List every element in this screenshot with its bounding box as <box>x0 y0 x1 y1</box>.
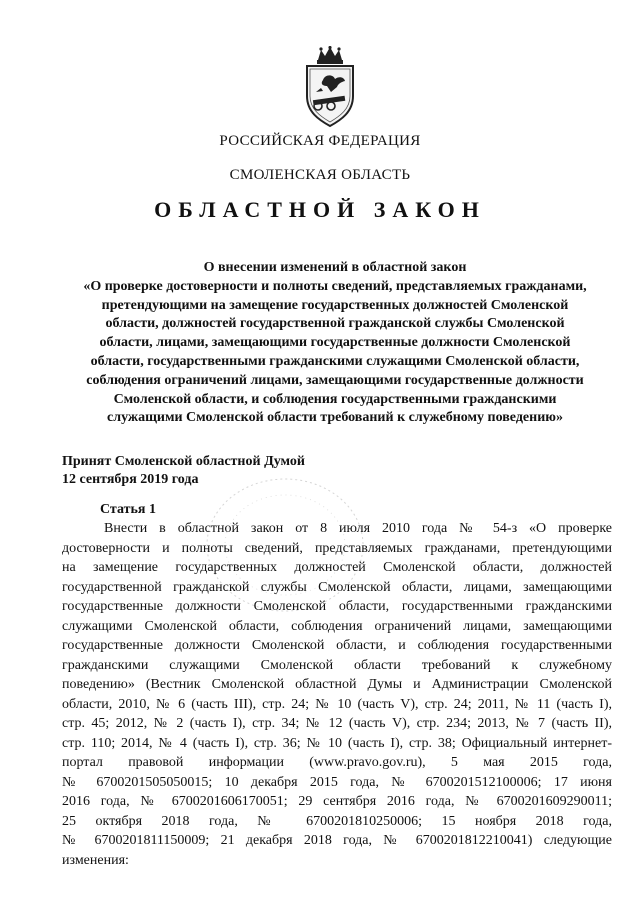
body-line: служащими Смоленской области, соблюдения ограничений лицами, замещающими <box>62 618 612 634</box>
document-type-heading: ОБЛАСТНОЙ ЗАКОН <box>154 197 486 222</box>
region-heading: СМОЛЕНСКАЯ ОБЛАСТЬ <box>229 167 411 183</box>
article-heading: Статья 1 <box>100 502 156 517</box>
title-line: области, государственными гражданскими служащими Смоленской области, <box>90 353 580 369</box>
body-line: стр. 110; 2014, № 4 (часть I), стр. 36; № 10 (часть I), стр. 38; Официальный интернет- <box>62 735 612 751</box>
title-line: области, должностей государственной гражданской службы Смоленской <box>105 316 565 332</box>
title-line: О внесении изменений в областной закон <box>203 260 467 275</box>
adoption-date: 12 сентября 2019 года <box>62 472 199 487</box>
body-line: изменения: <box>62 852 129 868</box>
coat-of-arms-icon <box>301 46 359 128</box>
body-line: государственной гражданской службы Смоленской области, лицами, замещающими <box>62 579 612 595</box>
title-line: «О проверке достоверности и полноты сведений, представляемых гражданами, <box>83 278 587 294</box>
body-line: на замещение государственных должностей Смоленской области, должностей <box>62 560 612 575</box>
body-line: Внести в областной закон от 8 июля 2010 года № 54-з «О проверке <box>104 521 612 536</box>
title-line: служащими Смоленской области требований к служебному поведению» <box>107 410 563 426</box>
body-line: стр. 45; 2012, № 2 (часть I), стр. 34; № 12 (часть V), стр. 234; 2013, № 7 (часть II), <box>62 716 612 731</box>
title-line: Смоленской области, и соблюдения государственными гражданскими <box>113 391 557 407</box>
body-line: государственные должности Смоленской области, и соблюдения государственными <box>62 638 612 653</box>
adoption-body: Принят Смоленской областной Думой <box>62 454 305 469</box>
title-line: претендующими на замещение государственных должностей Смоленской <box>101 297 569 313</box>
body-line: портал правовой информации (www.pravo.gov.ru), 5 мая 2015 года, <box>62 755 612 770</box>
title-line: соблюдения ограничений лицами, замещающими государственные должности <box>86 372 584 388</box>
body-line: № 6700201811150009; 21 декабря 2018 года, № 6700201812210041) следующие <box>62 833 612 848</box>
body-line: № 6700201505050015; 10 декабря 2015 года, № 6700201512100006; 17 июня <box>62 774 612 790</box>
body-line: 2016 года, № 6700201606170051; 29 сентября 2016 года, № 6700201609290011; <box>62 794 612 809</box>
body-line: гражданскими служащими Смоленской области требований к служебному <box>62 657 612 673</box>
body-line: области, 2010, № 6 (часть III), стр. 24; № 10 (часть V), стр. 24; 2011, № 11 (часть I), <box>62 696 612 712</box>
law-title <box>62 259 608 428</box>
country-heading: РОССИЙСКАЯ ФЕДЕРАЦИЯ <box>219 133 421 149</box>
body-line: поведению» (Вестник Смоленской областной Думы и Администрации Смоленской <box>62 677 612 692</box>
body-line: достоверности и полноты сведений, представляемых гражданами, претендующими <box>62 540 612 556</box>
article-body <box>62 519 612 870</box>
body-line: государственные должности Смоленской области, государственными гражданскими <box>62 599 612 614</box>
title-line: области, лицами, замещающими государственные должности Смоленской <box>99 335 571 351</box>
body-line: 25 октября 2018 года, № 6700201810250006; 15 ноября 2018 года, <box>62 813 612 829</box>
